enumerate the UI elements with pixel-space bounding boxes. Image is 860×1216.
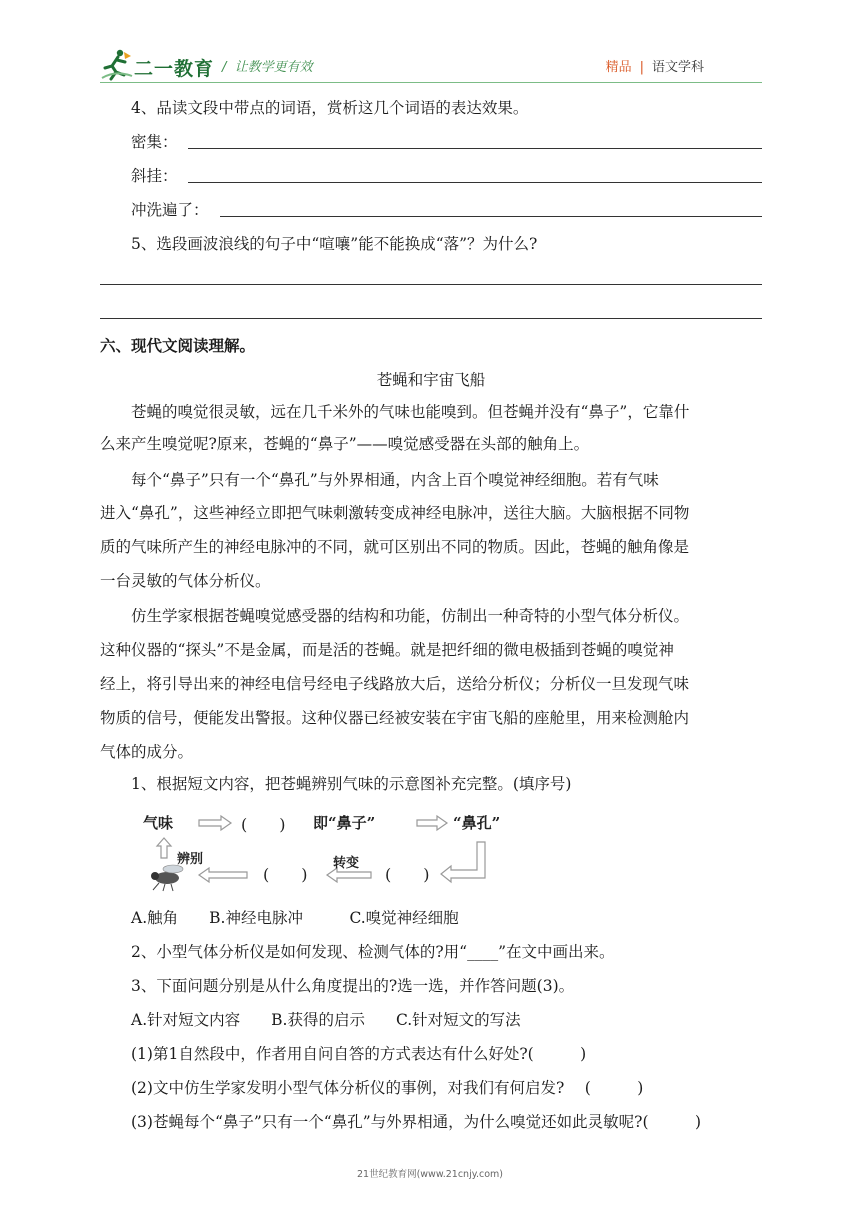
question-4: 4、品读文段中带点的词语，赏析这几个词语的表达效果。 [131, 99, 529, 117]
answer-line[interactable] [188, 148, 762, 149]
word-label-chongxi: 冲洗遍了： [131, 201, 209, 219]
quality-label: 精品 [605, 60, 632, 75]
label-bizi: 即“鼻子” [313, 814, 376, 832]
paragraph-line: 这种仪器的“探头”不是金属，而是活的苍蝇。就是把纤细的微电极插到苍蝇的嗅觉神 [100, 641, 674, 659]
paragraph-line: 苍蝇的嗅觉很灵敏，远在几千米外的气味也能嗅到。但苍蝇并没有“鼻子”，它靠什 [131, 403, 690, 421]
q3-options: A.针对短文内容 B.获得的启示 C.针对短文的写法 [131, 1011, 521, 1029]
logo-text: 二一教育 [134, 58, 215, 80]
sub-question-1: (1)第1自然段中，作者用自问自答的方式表达有什么好处?( ) [131, 1045, 587, 1063]
page-footer: 21世纪教育网(www.21cnjy.com) [356, 1169, 503, 1180]
runner-logo-icon [100, 48, 134, 82]
question-5: 5、选段画波浪线的句子中“喧嚷”能不能换成“落”？为什么? [131, 235, 538, 253]
paragraph-line: 物质的信号，便能发出警报。这种仪器已经被安装在宇宙飞船的座舱里，用来检测舱内 [100, 709, 690, 727]
answer-line[interactable] [188, 182, 762, 183]
page-header [100, 44, 762, 84]
sub-question-3: (3)苍蝇每个“鼻子”只有一个“鼻孔”与外界相通，为什么嗅觉还如此灵敏呢?( ) [131, 1113, 702, 1131]
question-3: 3、下面问题分别是从什么角度提出的?选一选，并作答问题(3)。 [131, 977, 575, 995]
label-zhuanbian: 转变 [333, 856, 360, 871]
q1-options: A.触角 B.神经电脉冲 C.嗅觉神经细胞 [131, 909, 459, 927]
answer-line[interactable] [100, 318, 762, 319]
word-label-miji: 密集： [131, 133, 178, 151]
label-qiwei: 气味 [143, 814, 174, 832]
blank-paren[interactable]: ( ) [241, 815, 286, 834]
question-1: 1、根据短文内容，把苍蝇辨别气味的示意图补充完整。(填序号) [131, 775, 572, 793]
fly-icon [151, 865, 183, 891]
paragraph-line: 经上，将引导出来的神经电信号经电子线路放大后，送给分析仪；分析仪一旦发现气味 [100, 675, 690, 693]
question-2: 2、小型气体分析仪是如何发现、检测气体的?用“____”在文中画出来。 [131, 943, 615, 961]
answer-line[interactable] [100, 284, 762, 285]
subject-label: 语文学科 [651, 60, 704, 75]
paragraph-line: 质的气味所产生的神经电脉冲的不同，就可区别出不同的物质。因此，苍蝇的触角像是 [100, 538, 690, 556]
header-separator: | [639, 60, 644, 75]
slogan: / 让教学更有效 [222, 60, 313, 75]
label-bikong: “鼻孔” [453, 814, 501, 832]
blank-paren[interactable]: ( ) [385, 865, 430, 884]
paragraph-line: 进入“鼻孔”，这些神经立即把气味刺激转变成神经电脉冲，送往大脑。大脑根据不同物 [100, 504, 690, 522]
logo [100, 48, 240, 82]
smell-flow-diagram [141, 806, 521, 892]
article-title: 苍蝇和宇宙飞船 [376, 371, 486, 389]
section-heading: 六、现代文阅读理解。 [100, 336, 256, 355]
header-right [606, 56, 704, 75]
answer-line[interactable] [220, 216, 762, 217]
paragraph-line: 每个“鼻子”只有一个“鼻孔”与外界相通，内含上百个嗅觉神经细胞。若有气味 [131, 471, 659, 489]
paragraph-line: 一台灵敏的气体分析仪。 [100, 572, 271, 590]
paragraph-line: 气体的成分。 [100, 743, 194, 761]
slogan-text: 让教学更有效 [234, 60, 313, 75]
paragraph-line: 仿生学家根据苍蝇嗅觉感受器的结构和功能，仿制出一种奇特的小型气体分析仪。 [131, 607, 690, 625]
paragraph-line: 么来产生嗅觉呢?原来，苍蝇的“鼻子”——嗅觉感受器在头部的触角上。 [100, 435, 590, 453]
label-bianbie: 辨别 [177, 852, 204, 867]
word-label-xiegua: 斜挂： [131, 167, 178, 185]
blank-paren[interactable]: ( ) [263, 865, 308, 884]
sub-question-2: (2)文中仿生学家发明小型气体分析仪的事例，对我们有何启发? ( ) [131, 1079, 644, 1097]
header-divider [100, 82, 762, 83]
